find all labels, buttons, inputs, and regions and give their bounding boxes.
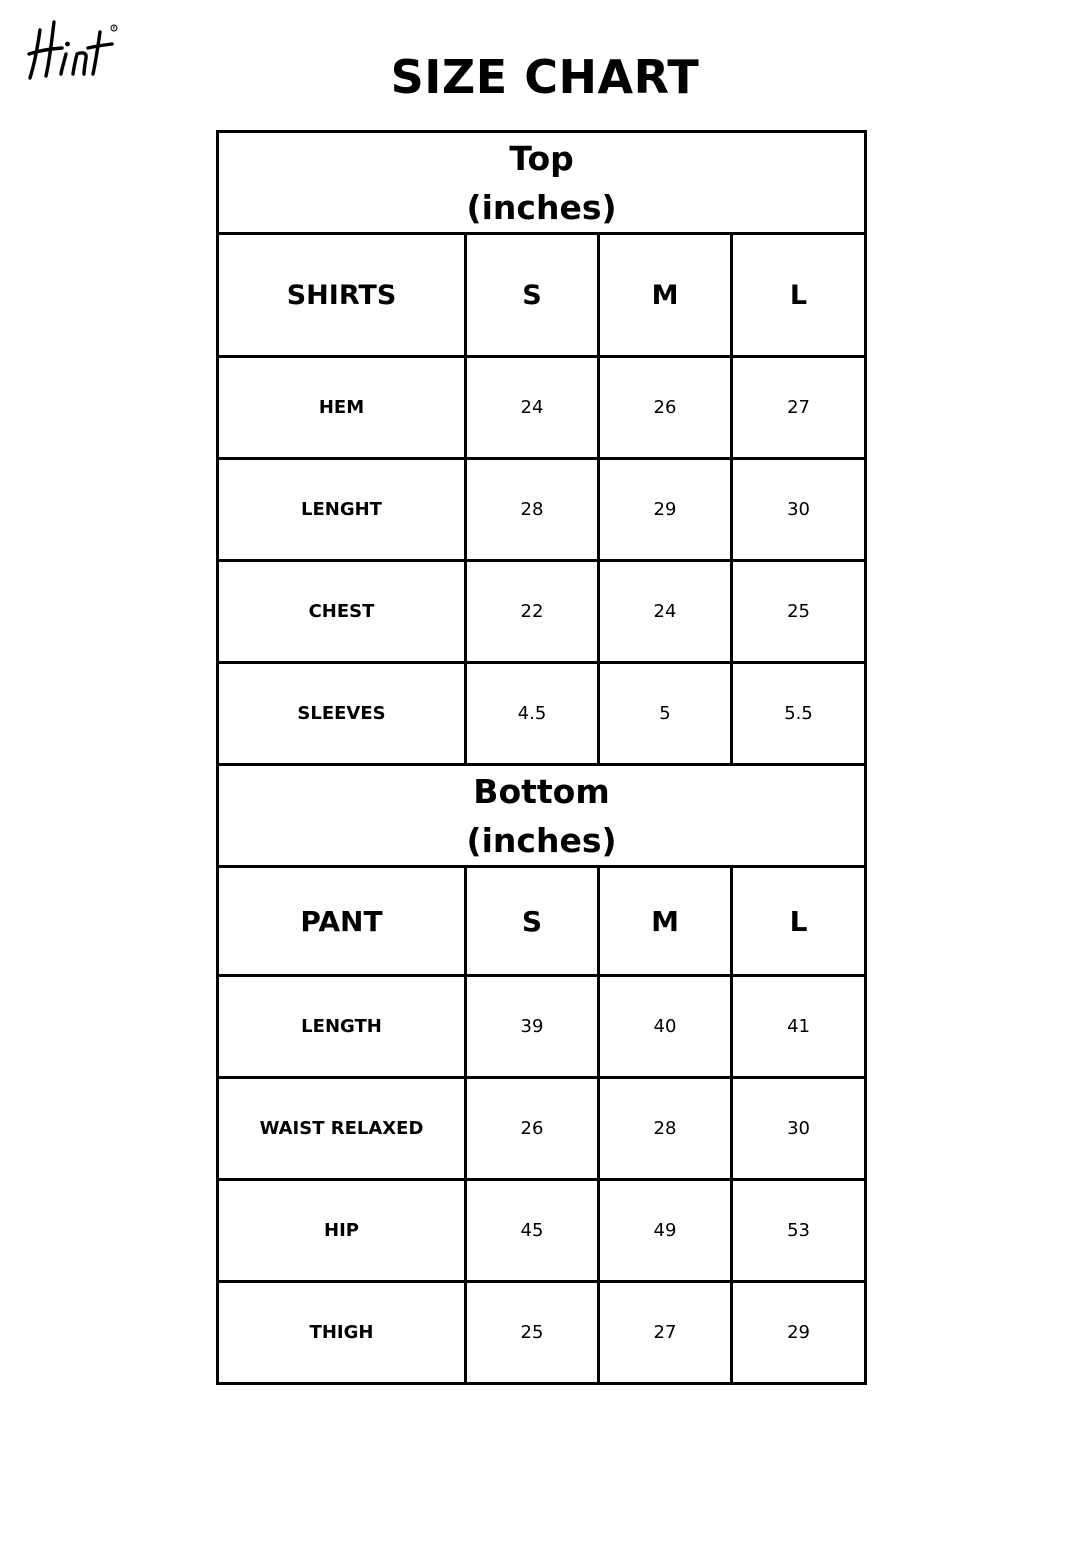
cell-value: 30 bbox=[732, 1078, 866, 1180]
cell-value: 25 bbox=[732, 561, 866, 663]
col-header-m: M bbox=[599, 234, 732, 357]
cell-value: 26 bbox=[599, 357, 732, 459]
bottom-section-header bbox=[218, 765, 866, 867]
col-header-s: S bbox=[466, 234, 599, 357]
bottom-section-title: Bottom bbox=[473, 771, 610, 811]
top-section-title-cell bbox=[218, 132, 866, 234]
table-row bbox=[218, 459, 866, 561]
row-label: LENGTH bbox=[218, 976, 466, 1078]
page-title: SIZE CHART bbox=[390, 50, 700, 104]
row-label: HIP bbox=[218, 1180, 466, 1282]
col-header-shirts: SHIRTS bbox=[218, 234, 466, 357]
svg-text:R: R bbox=[112, 26, 116, 32]
row-label: THIGH bbox=[218, 1282, 466, 1384]
cell-value: 25 bbox=[466, 1282, 599, 1384]
cell-value: 53 bbox=[732, 1180, 866, 1282]
row-label: LENGHT bbox=[218, 459, 466, 561]
bottom-section-title-cell bbox=[218, 765, 866, 867]
row-label: CHEST bbox=[218, 561, 466, 663]
row-label: SLEEVES bbox=[218, 663, 466, 765]
cell-value: 28 bbox=[466, 459, 599, 561]
cell-value: 29 bbox=[732, 1282, 866, 1384]
row-label: WAIST RELAXED bbox=[218, 1078, 466, 1180]
cell-value: 41 bbox=[732, 976, 866, 1078]
cell-value: 27 bbox=[599, 1282, 732, 1384]
cell-value: 49 bbox=[599, 1180, 732, 1282]
col-header-s: S bbox=[466, 867, 599, 976]
col-header-pant: PANT bbox=[218, 867, 466, 976]
row-label: HEM bbox=[218, 357, 466, 459]
table-row bbox=[218, 1078, 866, 1180]
cell-value: 5 bbox=[599, 663, 732, 765]
cell-value: 28 bbox=[599, 1078, 732, 1180]
top-column-headers bbox=[218, 234, 866, 357]
table-row bbox=[218, 1282, 866, 1384]
cell-value: 5.5 bbox=[732, 663, 866, 765]
cell-value: 22 bbox=[466, 561, 599, 663]
table-row bbox=[218, 561, 866, 663]
cell-value: 24 bbox=[599, 561, 732, 663]
top-section-title: Top bbox=[509, 138, 574, 178]
cell-value: 27 bbox=[732, 357, 866, 459]
size-chart-table bbox=[216, 130, 867, 1385]
table-row bbox=[218, 976, 866, 1078]
cell-value: 29 bbox=[599, 459, 732, 561]
cell-value: 45 bbox=[466, 1180, 599, 1282]
col-header-m: M bbox=[599, 867, 732, 976]
cell-value: 30 bbox=[732, 459, 866, 561]
table-row bbox=[218, 357, 866, 459]
top-section-header bbox=[218, 132, 866, 234]
table-row bbox=[218, 1180, 866, 1282]
table-row bbox=[218, 663, 866, 765]
bottom-column-headers bbox=[218, 867, 866, 976]
bottom-section-unit: (inches) bbox=[466, 820, 617, 860]
cell-value: 4.5 bbox=[466, 663, 599, 765]
top-section-unit: (inches) bbox=[466, 187, 617, 227]
cell-value: 24 bbox=[466, 357, 599, 459]
cell-value: 40 bbox=[599, 976, 732, 1078]
col-header-l: L bbox=[732, 234, 866, 357]
col-header-l: L bbox=[732, 867, 866, 976]
cell-value: 39 bbox=[466, 976, 599, 1078]
cell-value: 26 bbox=[466, 1078, 599, 1180]
